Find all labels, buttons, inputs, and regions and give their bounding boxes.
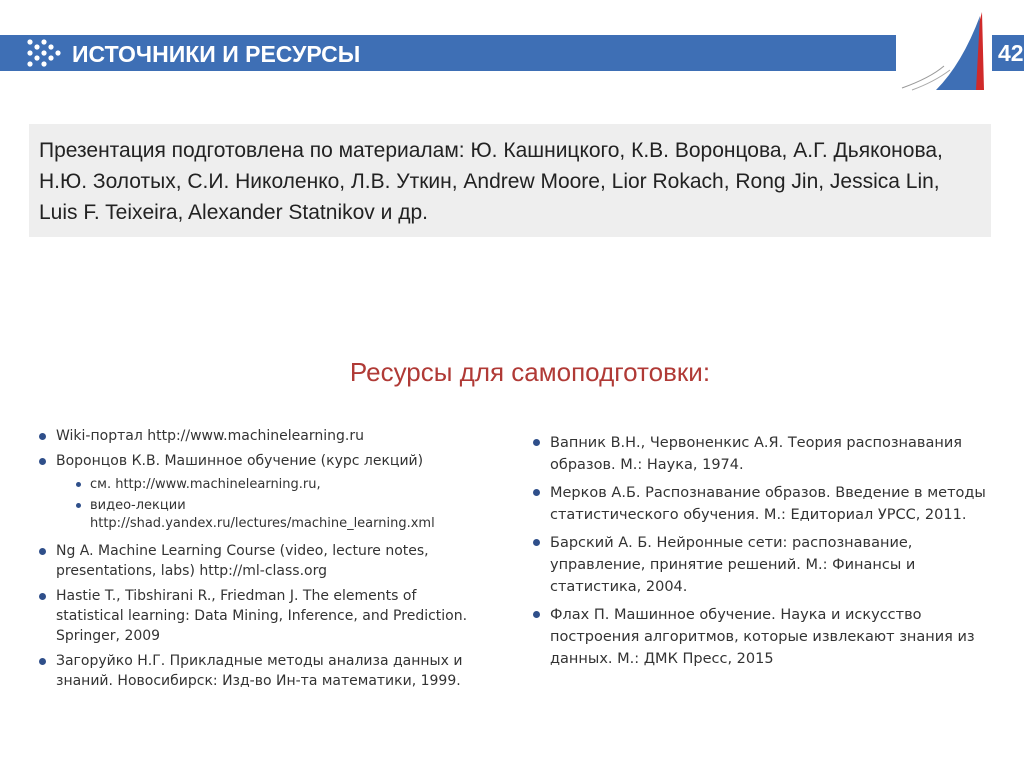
university-logo-icon [900, 8, 988, 92]
bullet-icon [76, 503, 81, 508]
resources-left-column [38, 426, 478, 696]
page-number: 42 [992, 35, 1024, 71]
resources-right-column [532, 432, 1002, 676]
bullet-icon [39, 548, 46, 555]
bullet-icon [76, 482, 81, 487]
list-item: Ng A. Machine Learning Course (video, lecture notes, presentations, labs) http://ml-class.org [38, 541, 478, 581]
credits-box: Презентация подготовлена по материалам: Ю. Кашницкого, К.В. Воронцова, А.Г. Дьяконова, Н.Ю. Золотых, С.И. Николенко, Л.В. Уткин, Andrew Moore, Lior Rokach, Rong Jin, Jessica Lin, Luis F. Teixeira, Alexander Statnikov и др. [29, 124, 991, 237]
list-item: Барский А. Б. Нейронные сети: распознавание, управление, принятие решений. М.: Финансы и статистика, 2004. [532, 532, 1002, 598]
list-item: Воронцов К.В. Машинное обучение (курс лекций) [38, 451, 478, 471]
bullet-icon [39, 593, 46, 600]
bullet-icon [533, 539, 540, 546]
resources-title: Ресурсы для самоподготовки: [349, 357, 711, 387]
bullet-icon [39, 433, 46, 440]
bullet-icon [39, 658, 46, 665]
sub-list-item: см. http://www.machinelearning.ru, [38, 476, 478, 494]
page-title: ИСТОЧНИКИ И РЕСУРСЫ [72, 41, 361, 67]
list-item: Вапник В.Н., Червоненкис А.Я. Теория распознавания образов. М.: Наука, 1974. [532, 432, 1002, 476]
bullet-icon [533, 489, 540, 496]
sub-list-item: видео-лекции http://shad.yandex.ru/lectures/machine_learning.xml [38, 497, 478, 533]
bullet-icon [533, 439, 540, 446]
list-item: Загоруйко Н.Г. Прикладные методы анализа данных и знаний. Новосибирск: Изд-во Ин-та математики, 1999. [38, 651, 478, 691]
dots-logo-icon [26, 36, 62, 70]
bullet-icon [533, 611, 540, 618]
list-item: Wiki-портал http://www.machinelearning.ru [38, 426, 478, 446]
list-item: Флах П. Машинное обучение. Наука и искусство построения алгоритмов, которые извлекают знания из данных. М.: ДМК Пресс, 2015 [532, 604, 1002, 670]
list-item: Hastie T., Tibshirani R., Friedman J. The elements of statistical learning: Data Mining, Inference, and Prediction. Springer, 2009 [38, 586, 478, 646]
list-item: Мерков А.Б. Распознавание образов. Введение в методы статистического обучения. М.: Едиториал УРСС, 2011. [532, 482, 1002, 526]
bullet-icon [39, 458, 46, 465]
